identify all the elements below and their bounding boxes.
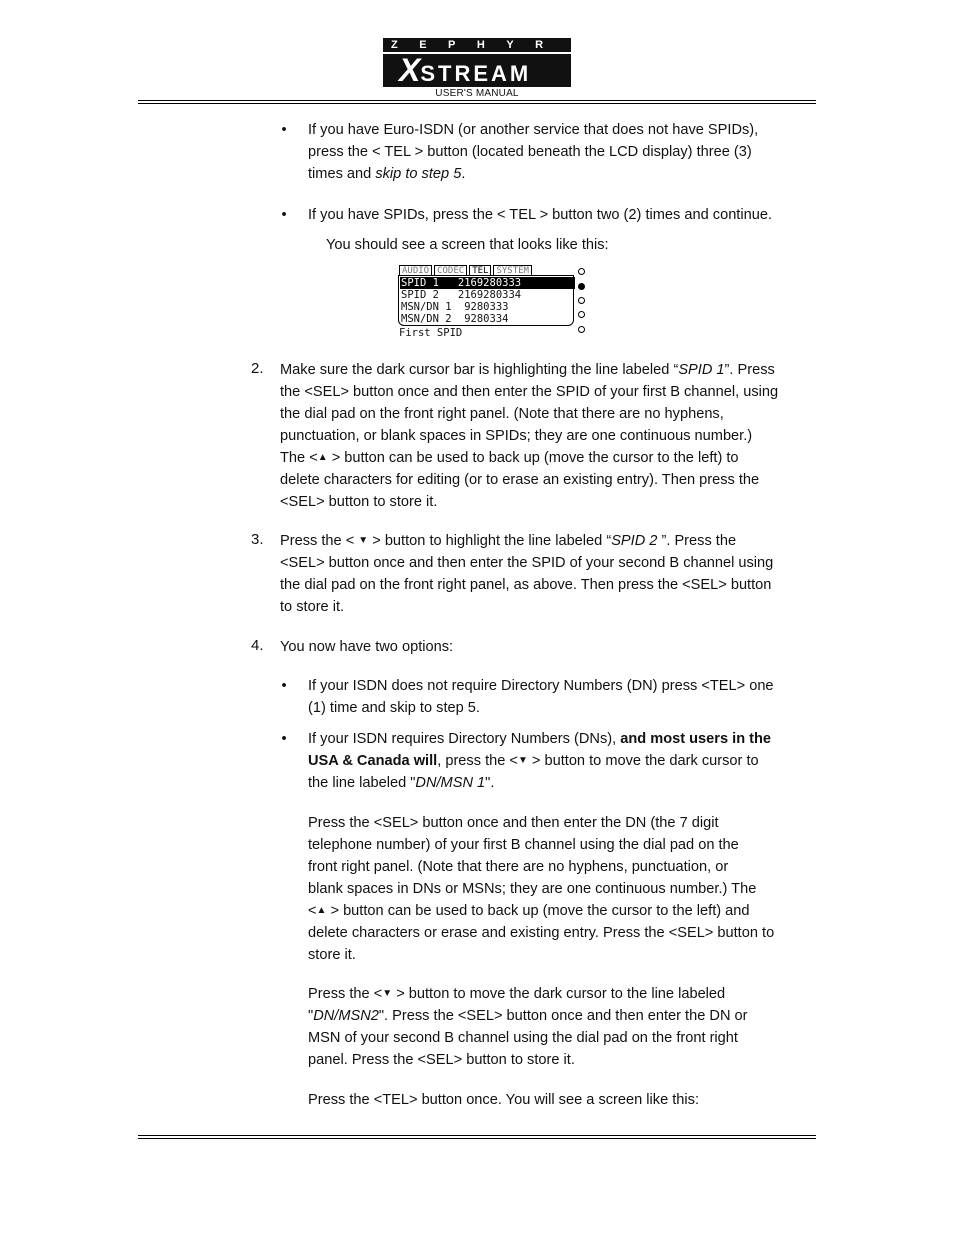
step-number: 2. [251,360,264,377]
bullet-spids: If you have SPIDs, press the < TEL > button two (2) times and continue. [308,207,773,223]
lcd-indicator-dot [578,311,585,318]
bullet-symbol: • [281,678,287,694]
step-2-text: Make sure the dark cursor bar is highlighting the line labeled “SPID 1”. Press the <SEL> button once and then enter the SPID of your first B channel, using the dial pad on the front right panel. (Note that there are no hyphens, punctuation, or blank spaces in SPIDs; they are one continuous number.) The <▲ > button can be used to back up (move the cursor to the left) to delete characters for editing (or to erase an existing entry). Then press the <SEL> button to store it. [280,362,779,510]
step-number: 4. [251,637,264,654]
tel-once-paragraph: Press the <TEL> button once. You will see a screen like this: [308,1092,700,1108]
bullet-euro-isdn: If you have Euro-ISDN (or another service that does not have SPIDs), press the < TEL > button (located beneath the LCD display) three (3) times and skip to step 5. [308,122,759,182]
step-number: 3. [251,531,264,548]
dn-msn2-paragraph: Press the <▼ > button to move the dark cursor to the line labeled "DN/MSN2". Press the <SEL> button once and then enter the DN or MSN of your second B channel using the dial pad on the front right panel. Press the <SEL> button to store it. [308,986,748,1068]
option-requires-dn: If your ISDN requires Directory Numbers (DNs), and most users in the USA & Canada will, press the <▼ > button to move the dark cursor to the line labeled "DN/MSN 1". [308,731,772,791]
step-3-text: Press the < ▼ > button to highlight the line labeled “SPID 2 ”. Press the <SEL> button once and then enter the SPID of your second B channel using the dial pad on the front right panel, as above. Then press the <SEL> button to store it. [280,533,774,615]
lcd-display [398,264,574,339]
lcd-list-box [398,275,574,326]
lcd-tabs [399,265,532,275]
logo-xstream: XSTREAM [399,52,532,88]
up-triangle-icon: ▲ [317,452,328,463]
step-4-text: You now have two options: [280,639,454,655]
lcd-tab-audio: AUDIO [399,265,432,275]
lcd-tab-codec: CODEC [434,265,467,275]
up-triangle-icon: ▲ [316,905,327,916]
lcd-row-msn1: MSN/DN 1 9280333 [401,301,509,313]
lcd-indicator-dot [578,297,585,304]
lcd-indicator-dot [578,268,585,275]
lcd-screen-figure [398,264,587,339]
down-triangle-icon: ▼ [382,988,393,999]
bullet-symbol: • [281,731,287,747]
lcd-tab-system: SYSTEM [493,265,532,275]
bullet-symbol: • [281,122,287,138]
lcd-row-msn2: MSN/DN 2 9280334 [401,313,509,325]
lcd-indicator-dot [578,326,585,333]
header-rule-2 [138,103,816,104]
option-no-dn: If your ISDN does not require Directory Numbers (DN) press <TEL> one (1) time and skip to step 5. [308,678,774,716]
bullet-symbol: • [281,207,287,223]
down-triangle-icon: ▼ [517,755,528,766]
dn-msn1-paragraph: Press the <SEL> button once and then enter the DN (the 7 digit telephone number) of your first B channel using the dial pad on the front right panel. (Note that there are no hyphens, punctuation, or blank spaces in DNs or MSNs; they are one continuous number.) The <▲ > button can be used to back up (move the cursor to the left) and delete characters or erase and existing entry. Press the <SEL> button to store it. [308,815,775,963]
users-manual-label: USER'S MANUAL [435,88,519,99]
header-rule [138,100,816,101]
logo-zephyr-text: ZEPHYR [391,39,565,51]
footer-rule [138,1135,816,1136]
footer-rule-2 [138,1138,816,1139]
lcd-row-spid1: SPID 1 2169280333 [400,277,575,289]
lcd-indicator-dot-filled [578,283,585,290]
zephyr-xstream-logo [383,38,571,87]
lcd-tab-tel: TEL [469,265,491,275]
lcd-row-spid2: SPID 2 2169280334 [401,289,522,301]
lcd-footer: First SPID [399,327,463,339]
screen-intro: You should see a screen that looks like this: [326,237,609,253]
down-triangle-icon: ▼ [358,535,369,546]
